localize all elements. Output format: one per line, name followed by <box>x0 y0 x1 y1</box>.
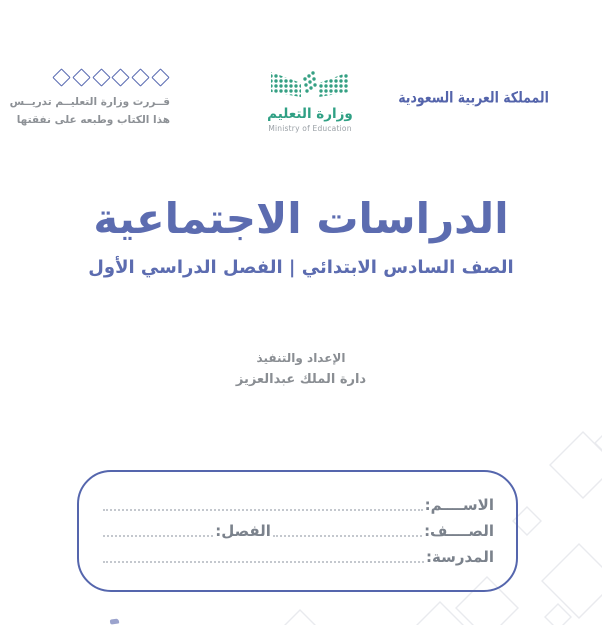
decision-note-line2: هذا الكتاب وطبعه على نفقتها <box>16 114 170 126</box>
school-row <box>101 542 494 568</box>
ministry-arabic-wordmark: وزارة التعليم <box>267 106 353 122</box>
ministry-english-wordmark: Ministry of Education <box>268 124 352 133</box>
diamond-icon <box>72 68 90 86</box>
name-fill-line <box>103 509 423 511</box>
diamond-icon <box>151 68 169 86</box>
credits-role: الإعداد والتنفيذ <box>256 351 346 365</box>
saudi-arabia-emblem-text: المملكة العربية السعودية <box>398 88 550 107</box>
class-label: الفصل: <box>215 522 271 540</box>
diamond-row <box>52 71 170 84</box>
ministry-decision-note <box>9 71 170 129</box>
decision-note-line1: قــررت وزارة التعليــم تدريــس <box>9 96 170 108</box>
ministry-of-education-logo <box>258 69 362 133</box>
school-fill-line <box>103 561 424 563</box>
saudi-arabia-emblem <box>398 88 550 107</box>
diamond-icon <box>112 68 130 86</box>
grade-label: الصــــف: <box>424 522 494 540</box>
diamond-icon <box>52 68 70 86</box>
book-title: الدراسات الاجتماعية <box>93 194 509 243</box>
diamond-icon <box>92 68 110 86</box>
class-fill-line <box>103 535 213 537</box>
school-label: المدرسة: <box>426 548 494 566</box>
name-row <box>101 490 494 516</box>
moe-logo-dots-icon <box>269 69 351 99</box>
grade-class-row <box>101 516 494 542</box>
book-subtitle: الصف السادس الابتدائي | الفصل الدراسي الأول <box>88 257 514 278</box>
credits-organization: دارة الملك عبدالعزيز <box>235 372 367 387</box>
credits-block <box>0 351 602 387</box>
student-info-box <box>77 470 518 592</box>
grade-fill-line <box>273 535 422 537</box>
page-bottom-ornament <box>110 618 120 624</box>
name-label: الاســــم: <box>424 496 494 514</box>
diamond-icon <box>131 68 149 86</box>
